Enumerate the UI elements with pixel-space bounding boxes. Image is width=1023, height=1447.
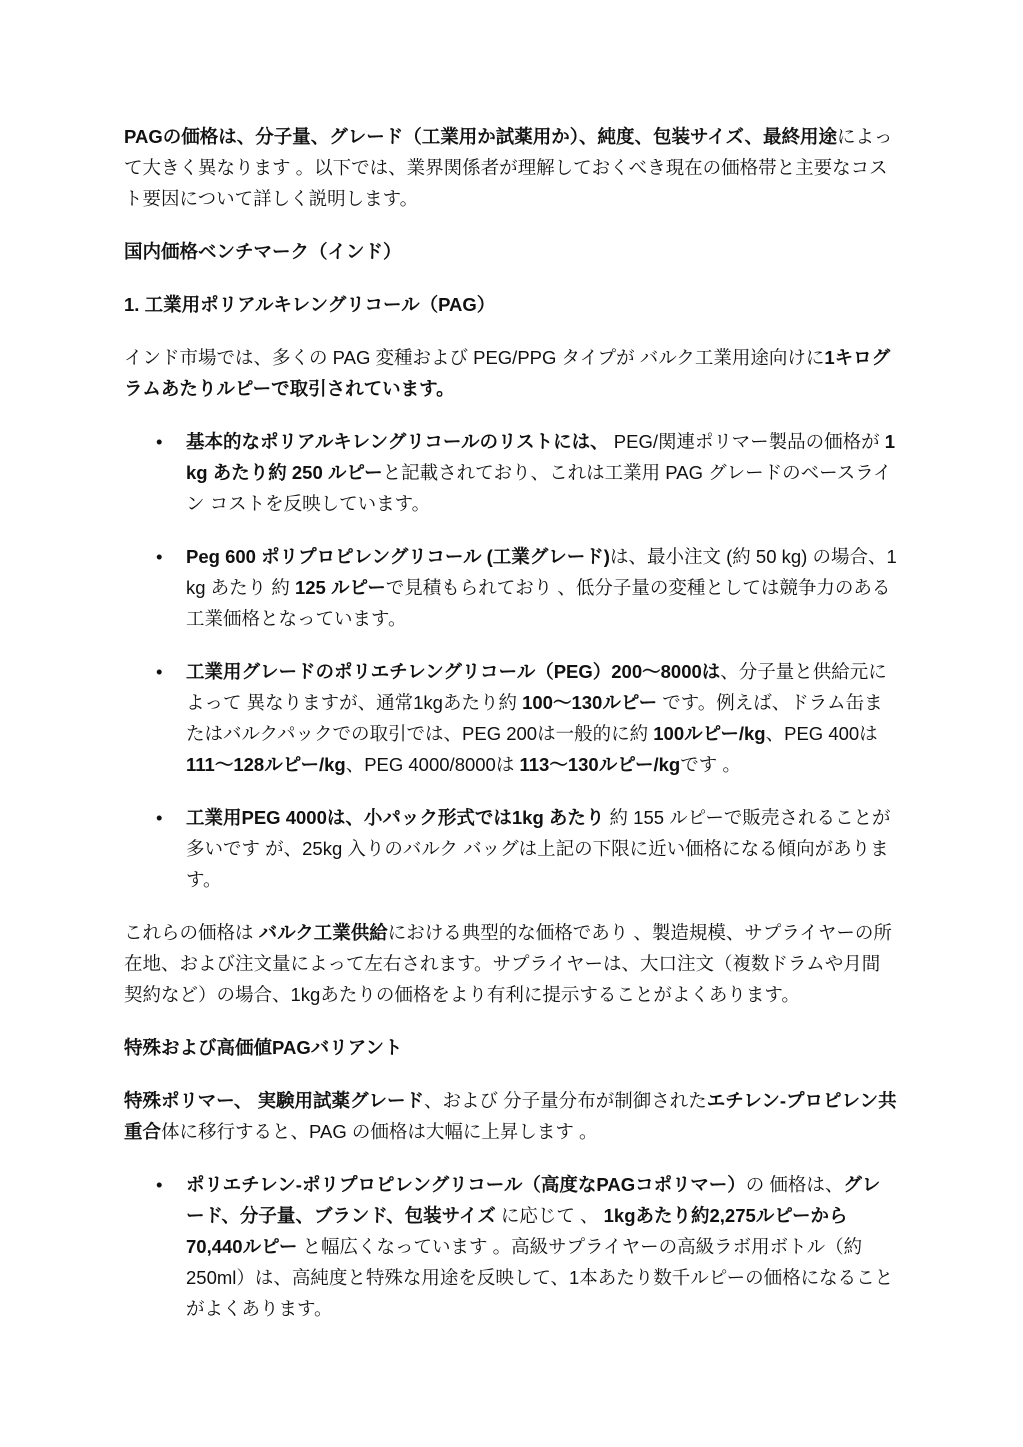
paragraph xyxy=(124,917,898,1010)
bold-text: 100ルピー/kg xyxy=(653,723,766,744)
bold-text: 工業用グレードのポリエチレングリコール（PEG）200〜8000は xyxy=(186,661,721,682)
text-run: です。例えば、ドラム缶またはバルクパックでの取引では、PEG 200は一般的に約 xyxy=(186,692,883,744)
text-run: 、分子量と供給元によって 異なりますが、通常1kgあたり約 xyxy=(186,661,887,713)
bullet-icon: • xyxy=(156,807,163,828)
text-run: 約 155 ルピーで販売されることが多いです が、25kg 入りのバルク バッグは上記の下限に近い価格になる傾向があります。 xyxy=(186,807,891,890)
text-run: PEG/関連ポリマー製品の価格が xyxy=(608,431,885,452)
paragraph xyxy=(124,121,898,214)
bold-text: ポリエチレン-ポリプロピレングリコール（高度なPAGコポリマー） xyxy=(186,1174,746,1195)
bold-text: 111〜128ルピー/kg xyxy=(186,754,346,775)
text-run: によって大きく異なります 。以下では、業界関係者が理解しておくべき現在の価格帯と主要なコスト要因について詳しく説明します。 xyxy=(124,126,893,209)
bold-text: 113〜130ルピー/kg xyxy=(519,754,681,775)
bold-text: エチレン-プロピレン共重合 xyxy=(124,1090,897,1142)
section-heading xyxy=(124,1032,898,1063)
text-run: です 。 xyxy=(680,754,741,775)
bold-text: グレード、分子量、ブランド、包装サイズ xyxy=(186,1174,881,1226)
section-heading xyxy=(124,236,898,267)
text-run: 、および 分子量分布が制御された xyxy=(424,1090,707,1111)
bold-text: 1kgあたり約2,275ルピーから70,440ルピー xyxy=(186,1205,848,1257)
text-run: インド市場では、多くの PAG 変種および PEG/PPG タイプが バルク工業用途向けに xyxy=(124,347,825,368)
paragraph xyxy=(124,1085,898,1147)
text-run: 、PEG 4000/8000は xyxy=(345,754,520,775)
bullet-list xyxy=(124,426,898,895)
bold-text: バルク工業供給 xyxy=(258,922,388,943)
bold-text: 工業用PEG 4000は、小パック形式では1kg あたり xyxy=(186,807,605,828)
bold-text: 特殊ポリマー、 実験用試薬グレード xyxy=(124,1090,425,1111)
bold-text: 1 kg あたり約 250 ルピー xyxy=(186,431,896,483)
text-run: 、PEG 400は xyxy=(765,723,878,744)
bold-text: 国内価格ベンチマーク（インド） xyxy=(124,241,402,262)
bullet-icon: • xyxy=(156,546,163,567)
list-item xyxy=(124,802,898,895)
bold-text: 1キログラムあたりルピーで取引されています。 xyxy=(124,347,891,399)
bullet-icon: • xyxy=(156,1174,163,1195)
bold-text: 基本的なポリアルキレングリコールのリストには、 xyxy=(186,431,609,452)
bold-text: Peg 600 ポリプロピレングリコール (工業グレード) xyxy=(186,546,610,567)
list-item xyxy=(124,541,898,634)
bold-text: 100〜130ルピー xyxy=(522,692,658,713)
list-item xyxy=(124,1169,898,1324)
bold-text: 125 ルピー xyxy=(294,577,386,598)
list-item xyxy=(124,656,898,780)
bold-text: 特殊および高価値PAGバリアント xyxy=(124,1037,403,1058)
paragraph xyxy=(124,342,898,404)
list-item xyxy=(124,426,898,519)
text-run: これらの価格は xyxy=(124,922,259,943)
text-run: と記載されており、これは工業用 PAG グレードのベースライン コストを反映しています。 xyxy=(186,462,892,514)
bullet-icon: • xyxy=(156,661,163,682)
text-run: における典型的な価格であり 、製造規模、サプライヤーの所在地、および注文量によって左右されます。サプライヤーは、大口注文（複数ドラムや月間契約など）の場合、1kgあたりの価格をより有利に提示することがよくあります。 xyxy=(124,922,892,1005)
bullet-icon: • xyxy=(156,431,163,452)
document-body xyxy=(124,121,898,1346)
text-run: と幅広くなっています 。高級サプライヤーの高級ラボ用ボトル（約250ml）は、高純度と特殊な用途を反映して、1本あたり数千ルピーの価格になることがよくあります。 xyxy=(186,1236,894,1319)
bold-text: PAGの価格は、分子量、グレード（工業用か試薬用か）、純度、包装サイズ、最終用途 xyxy=(124,126,838,147)
text-run: 体に移行すると、PAG の価格は大幅に上昇します 。 xyxy=(161,1121,598,1142)
bold-text: 1. 工業用ポリアルキレングリコール（PAG） xyxy=(124,294,496,315)
text-run: に応じて 、 xyxy=(495,1205,604,1226)
text-run: は、最小注文 (約 50 kg) の場合、1 kg あたり 約 xyxy=(186,546,897,598)
bullet-list xyxy=(124,1169,898,1324)
text-run: の 価格は、 xyxy=(745,1174,844,1195)
text-run: で見積もられており 、低分子量の変種としては競争力のある工業価格となっています。 xyxy=(186,577,891,629)
section-heading xyxy=(124,289,898,320)
